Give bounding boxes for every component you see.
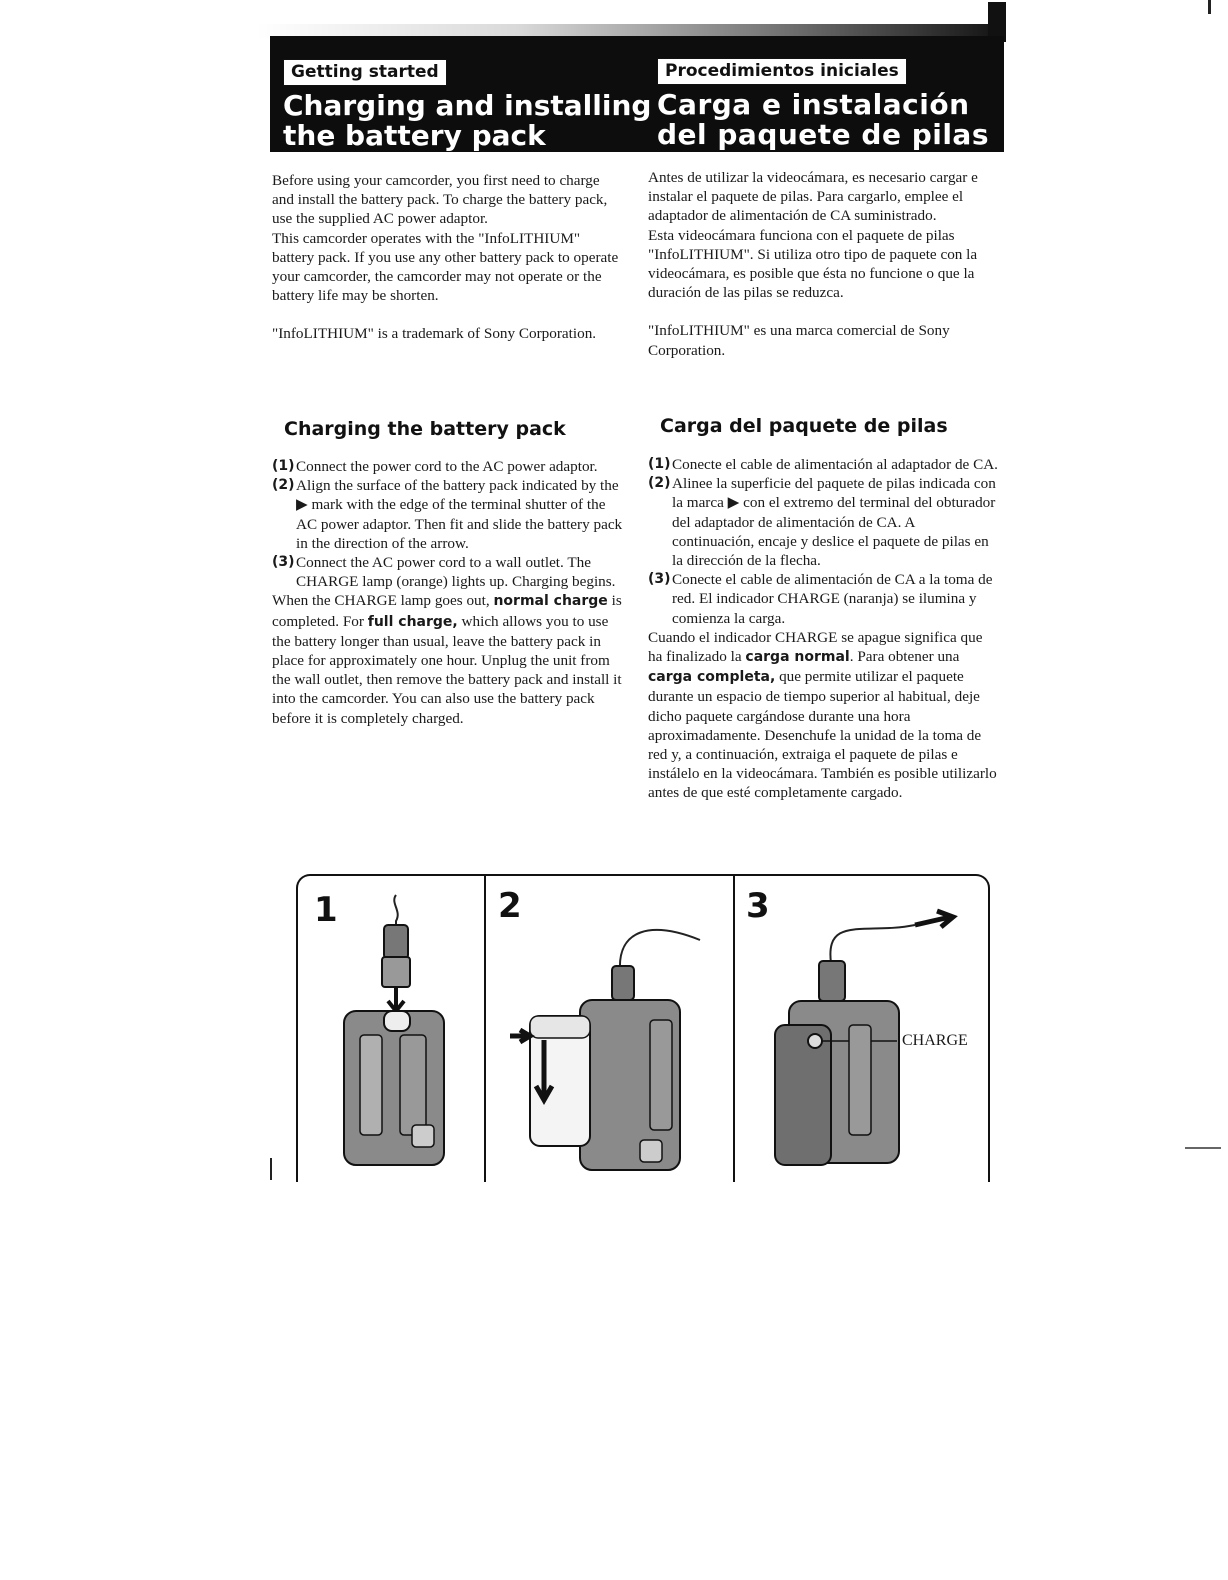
trademark-note: "InfoLITHIUM" es una marca comercial de Sony Corporation. <box>648 322 950 359</box>
panel-number-3: 3 <box>746 886 770 926</box>
closing-text: is completed. For <box>272 592 622 630</box>
page-title-english: Charging and installing the battery pack <box>283 89 652 152</box>
step-number: (3) <box>272 554 295 571</box>
panel-divider <box>733 876 735 1182</box>
section-heading-english: Charging the battery pack <box>284 418 566 440</box>
panel-number-1: 1 <box>314 890 338 930</box>
section-heading-spanish: Carga del paquete de pilas <box>660 415 948 437</box>
step-text: Conecte el cable de alimentación de CA a la toma de red. El indicador CHARGE (naranja) se ilumina y comienza la carga. <box>672 571 993 627</box>
closing-text: Cuando el indicador CHARGE se apague significa que ha finalizado la <box>648 628 983 666</box>
step-text: Connect the power cord to the AC power adaptor. <box>296 458 598 475</box>
step-item <box>648 455 1000 474</box>
scan-mark <box>1208 0 1211 14</box>
step-number: (3) <box>648 571 671 588</box>
closing-text: When the CHARGE lamp goes out, <box>272 592 494 610</box>
intro-english <box>272 171 624 344</box>
panel-number-2: 2 <box>498 886 522 926</box>
scan-mark <box>270 1158 272 1180</box>
emphasis-normal-charge: carga normal <box>745 649 850 666</box>
step-number: (1) <box>648 456 671 472</box>
scan-mark <box>1185 1147 1221 1149</box>
intro-paragraph-2: This camcorder operates with the "InfoLITHIUM" battery pack. If you use any other battery pack to operate your camcorder, the camcorder may not operate or the battery life may be shorten. <box>272 229 619 305</box>
intro-paragraph-1: Before using your camcorder, you first need to charge and install the battery pack. To charge the battery pack, use the supplied AC power adaptor. <box>272 172 608 228</box>
emphasis-full-charge: carga completa, <box>648 669 776 686</box>
step-item <box>272 553 624 591</box>
battery-slide-illustration <box>500 910 720 1175</box>
step-item <box>648 570 1000 628</box>
adaptor-plug-illustration <box>330 885 470 1175</box>
intro-paragraph-2: Esta videocámara funciona con el paquete de pilas "InfoLITHIUM". Si utiliza otro tipo de paquete con la videocámara, es posible que ésta no funcione o que la duración de las pilas se reduzca. <box>648 226 978 302</box>
emphasis-normal-charge: normal charge <box>493 593 608 610</box>
step-item <box>272 476 624 553</box>
closing-paragraph <box>648 628 1000 803</box>
step-item <box>272 457 624 476</box>
intro-spanish <box>648 168 1000 360</box>
panel-divider <box>484 876 486 1182</box>
closing-paragraph <box>272 591 624 727</box>
step-number: (2) <box>648 475 671 492</box>
steps-english <box>272 457 624 728</box>
section-tag-spanish: Procedimientos iniciales <box>657 58 907 85</box>
step-text: Connect the AC power cord to a wall outlet. The CHARGE lamp (orange) lights up. Charging begins. <box>296 554 616 591</box>
closing-text: which allows you to use the battery longer than usual, leave the battery pack in place for approximately one hour. Unplug the unit from the wall outlet, then remove the battery pack and install it into the camcorder. You can also use the battery pack before it is completely charged. <box>272 612 622 727</box>
charge-lamp-label: CHARGE <box>902 1032 968 1049</box>
closing-text: . Para obtener una <box>849 648 960 666</box>
step-text: Align the surface of the battery pack indicated by the ▶ mark with the edge of the terminal shutter of the AC power adaptor. Then fit and slide the battery pack in the direction of the arrow. <box>296 477 623 552</box>
step-item <box>648 474 1000 570</box>
step-number: (1) <box>272 458 295 474</box>
closing-text: que permite utilizar el paquete durante un espacio de tiempo superior al habitual, deje dicho paquete cargándose durante una hora aproximadamente. Desenchufe la unidad de la toma de red y, a continuación, extraiga el paquete de pilas e instálelo en la videocámara. También es posible utilizarlo antes de que esté completamente cargado. <box>648 668 997 802</box>
emphasis-full-charge: full charge, <box>367 613 458 630</box>
step-text: Alinee la superficie del paquete de pilas indicada con la marca ▶ con el extremo del terminal del obturador del adaptador de alimentación de CA. A continuación, encaje y deslice el paquete de pilas en la dirección de la flecha. <box>672 475 996 570</box>
section-tag-english: Getting started <box>283 59 447 86</box>
step-number: (2) <box>272 477 295 494</box>
intro-paragraph-1: Antes de utilizar la videocámara, es necesario cargar e instalar el paquete de pilas. Para cargarlo, emplee el adaptador de alimentación de CA suministrado. <box>648 169 978 225</box>
steps-spanish <box>648 455 1000 803</box>
trademark-note: "InfoLITHIUM" is a trademark of Sony Corporation. <box>272 325 597 343</box>
step-text: Conecte el cable de alimentación al adaptador de CA. <box>672 456 998 473</box>
page-title-spanish: Carga e instalación del paquete de pilas <box>657 88 989 151</box>
